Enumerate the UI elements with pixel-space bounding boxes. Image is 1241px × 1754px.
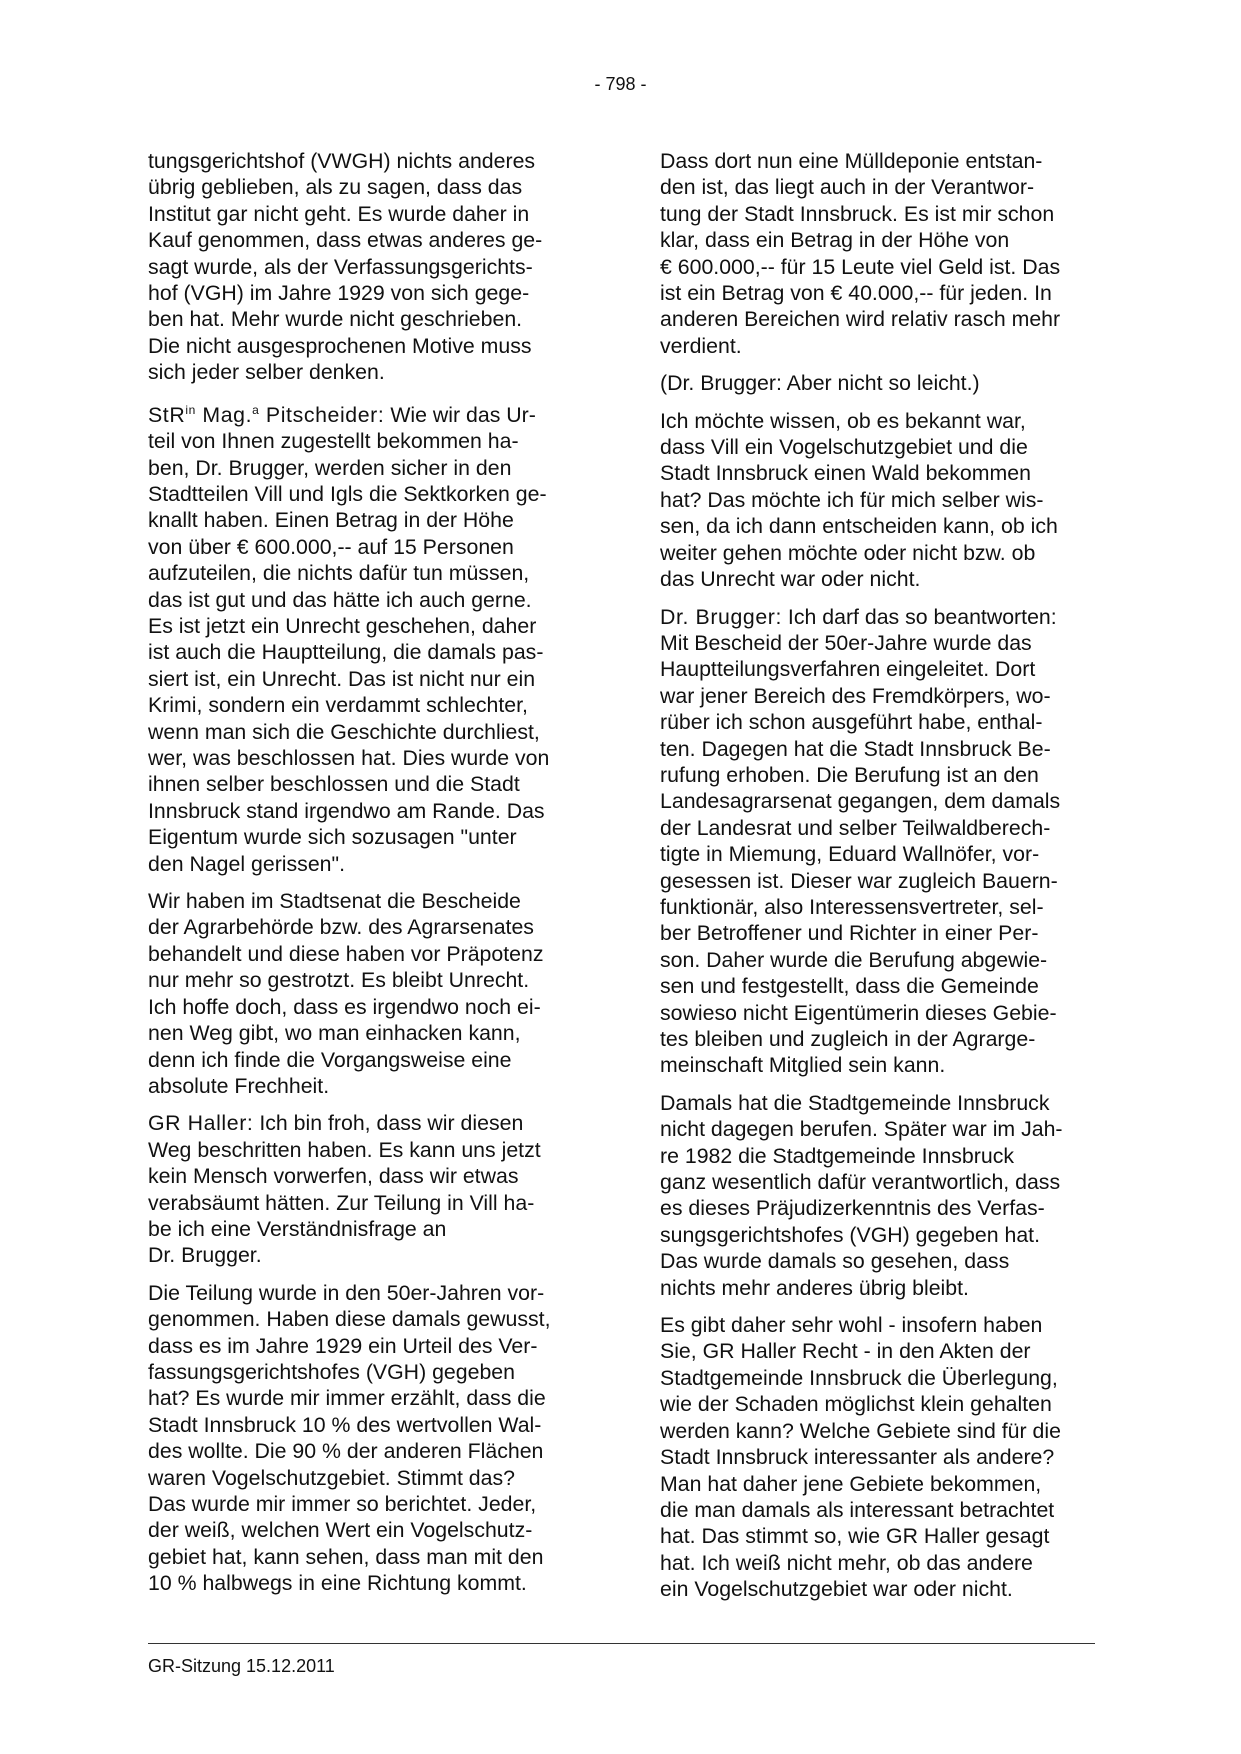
text-line: [660, 604, 1090, 630]
paragraph: [660, 1090, 1090, 1301]
text-line: Landesagrarsenat gegangen, dem damals: [660, 789, 1061, 814]
speaker-degree: Mag.: [195, 402, 253, 427]
paragraph: [148, 1280, 578, 1597]
text-line: tungsgerichtshof (VWGH) nichts anderes: [148, 149, 536, 173]
text-line: nur mehr so gestrotzt. Es bleibt Unrecht.: [148, 968, 530, 993]
text-line: des wollte. Die 90 % der anderen Flächen: [148, 1439, 544, 1464]
text-line: nichts mehr anderes übrig bleibt.: [660, 1275, 969, 1300]
text-line: der Agrarbehörde bzw. des Agrarsenates: [148, 915, 534, 940]
text-line: tung der Stadt Innsbruck. Es ist mir schon: [660, 201, 1055, 226]
text-line: von über € 600.000,-- auf 15 Personen: [148, 534, 514, 559]
speech-text: Ich bin froh, dass wir diesen: [253, 1111, 524, 1136]
text-line: der weiß, welchen Wert ein Vogelschutz-: [148, 1518, 533, 1543]
text-line: verabsäumt hätten. Zur Teilung in Vill ha-: [148, 1190, 535, 1215]
text-line: dass Vill ein Vogelschutzgebiet und die: [660, 435, 1028, 460]
speaker-title: StR: [148, 402, 186, 427]
text-line: absolute Frechheit.: [148, 1073, 330, 1098]
text-line: Die Teilung wurde in den 50er-Jahren vor-: [148, 1280, 545, 1305]
text-line: teil von Ihnen zugestellt bekommen ha-: [148, 429, 519, 454]
text-line: Es ist jetzt ein Unrecht geschehen, daher: [148, 614, 537, 638]
text-line: re 1982 die Stadtgemeinde Innsbruck: [660, 1143, 1014, 1168]
text-line: (Dr. Brugger: Aber nicht so leicht.): [660, 371, 980, 396]
text-line: hat? Das möchte ich für mich selber wis-: [660, 487, 1044, 512]
text-line: der Landesrat und selber Teilwaldberech-: [660, 815, 1051, 840]
text-line: Stadtgemeinde Innsbruck die Überlegung,: [660, 1365, 1058, 1390]
text-line: Dr. Brugger.: [148, 1243, 262, 1268]
text-line: Es gibt daher sehr wohl - insofern haben: [660, 1313, 1043, 1338]
text-line: das Unrecht war oder nicht.: [660, 567, 921, 592]
right-column: [660, 148, 1090, 1614]
text-line: übrig geblieben, als zu sagen, dass das: [148, 175, 523, 200]
text-line: das ist gut und das hätte ich auch gerne.: [148, 587, 532, 612]
paragraph: [660, 408, 1090, 593]
speech-text: Wie wir das Ur-: [384, 402, 536, 427]
text-line: meinschaft Mitglied sein kann.: [660, 1053, 946, 1078]
text-line: ist auch die Hauptteilung, die damals pas-: [148, 640, 544, 665]
text-line: Stadt Innsbruck interessanter als andere?: [660, 1445, 1055, 1470]
text-line: ihnen selber beschlossen und die Stadt: [148, 772, 520, 797]
text-line: Stadtteilen Vill und Igls die Sektkorken ge-: [148, 481, 547, 506]
speaker-name: Pitscheider:: [259, 402, 385, 427]
text-line: hat. Ich weiß nicht mehr, ob das andere: [660, 1550, 1033, 1575]
text-line: son. Daher wurde die Berufung abgewie-: [660, 947, 1048, 972]
text-line: tigte in Miemung, Eduard Wallnöfer, vor-: [660, 842, 1040, 867]
text-line: Kauf genommen, dass etwas anderes ge-: [148, 228, 543, 253]
text-line: wer, was beschlossen hat. Dies wurde von: [148, 746, 550, 771]
speaker-label: [148, 1111, 253, 1135]
text-line: knallt haben. Einen Betrag in der Höhe: [148, 508, 514, 533]
text-line: Eigentum wurde sich sozusagen "unter: [148, 825, 517, 850]
text-line: ganz wesentlich dafür verantwortlich, dass: [660, 1170, 1061, 1195]
text-line: fassungsgerichtshofes (VGH) gegeben: [148, 1359, 515, 1384]
text-line: [148, 397, 578, 429]
text-line: Hauptteilungsverfahren eingeleitet. Dort: [660, 657, 1036, 682]
text-line: weiter gehen möchte oder nicht bzw. ob: [660, 540, 1036, 565]
text-line: ten. Dagegen hat die Stadt Innsbruck Be-: [660, 736, 1051, 761]
text-line: Sie, GR Haller Recht - in den Akten der: [660, 1339, 1031, 1364]
text-line: die man damals als interessant betrachtet: [660, 1497, 1055, 1522]
left-column: [148, 148, 578, 1608]
text-line: hof (VGH) im Jahre 1929 von sich gege-: [148, 281, 530, 306]
text-line: dass es im Jahre 1929 ein Urteil des Ver-: [148, 1333, 538, 1358]
text-line: waren Vogelschutzgebiet. Stimmt das?: [148, 1465, 515, 1490]
speaker-name: Dr. Brugger:: [660, 604, 783, 629]
text-line: war jener Bereich des Fremdkörpers, wo-: [660, 683, 1051, 708]
text-line: Weg beschritten haben. Es kann uns jetzt: [148, 1137, 541, 1162]
speech-text: Ich darf das so beantworten:: [782, 604, 1057, 629]
speaker-name: GR Haller:: [148, 1111, 254, 1136]
text-line: werden kann? Welche Gebiete sind für die: [660, 1418, 1061, 1443]
paragraph: [148, 1110, 578, 1268]
text-line: nen Weg gibt, wo man einhacken kann,: [148, 1021, 521, 1046]
text-line: sagt wurde, als der Verfassungsgerichts-: [148, 254, 533, 279]
text-line: sungsgerichtshofes (VGH) gegeben hat.: [660, 1222, 1041, 1247]
paragraph: [660, 604, 1090, 1079]
text-line: behandelt und diese haben vor Präpotenz: [148, 941, 544, 966]
page-number: - 798 -: [594, 74, 647, 94]
text-line: ben, Dr. Brugger, werden sicher in den: [148, 455, 512, 480]
text-line: [148, 1110, 578, 1136]
text-line: Mit Bescheid der 50er-Jahre wurde das: [660, 630, 1032, 655]
text-line: be ich eine Verständnisfrage an: [148, 1216, 447, 1241]
paragraph: [148, 148, 578, 386]
text-line: sich jeder selber denken.: [148, 360, 385, 385]
text-line: ist ein Betrag von € 40.000,-- für jeden. In: [660, 281, 1052, 306]
text-line: funktionär, also Interessensvertreter, sel-: [660, 894, 1044, 919]
text-line: nicht dagegen berufen. Später war im Jah-: [660, 1117, 1063, 1142]
text-line: Dass dort nun eine Mülldeponie entstan-: [660, 149, 1043, 173]
text-line: sowieso nicht Eigentümerin dieses Gebie-: [660, 1000, 1057, 1025]
text-line: aufzuteilen, die nichts dafür tun müssen,: [148, 561, 530, 586]
speaker-label: [148, 403, 384, 427]
paragraph: [660, 1312, 1090, 1602]
footer-session-date: GR-Sitzung 15.12.2011: [148, 1656, 335, 1676]
footer-divider: [148, 1643, 1095, 1644]
text-line: Innsbruck stand irgendwo am Rande. Das: [148, 798, 545, 823]
text-line: rufung erhoben. Die Berufung ist an den: [660, 762, 1039, 787]
text-line: rüber ich schon ausgeführt habe, enthal-: [660, 710, 1043, 735]
text-line: hat. Das stimmt so, wie GR Haller gesagt: [660, 1524, 1050, 1549]
paragraph: [148, 397, 578, 877]
speaker-title-sup: in: [185, 402, 196, 417]
paragraph: [660, 370, 1090, 396]
text-line: siert ist, ein Unrecht. Das ist nicht nur ein: [148, 666, 536, 691]
text-line: es dieses Präjudizerkenntnis des Verfas-: [660, 1196, 1045, 1221]
text-line: den Nagel gerissen".: [148, 851, 345, 876]
text-line: Wir haben im Stadtsenat die Bescheide: [148, 889, 521, 914]
text-line: Ich möchte wissen, ob es bekannt war,: [660, 408, 1026, 433]
text-line: ben hat. Mehr wurde nicht geschrieben.: [148, 307, 523, 332]
text-line: gesessen ist. Dieser war zugleich Bauern-: [660, 868, 1058, 893]
text-line: Ich hoffe doch, dass es irgendwo noch ei-: [148, 994, 541, 1019]
text-line: gebiet hat, kann sehen, dass man mit den: [148, 1544, 544, 1569]
text-line: tes bleiben und zugleich in der Agrarge-: [660, 1027, 1036, 1051]
text-line: hat? Es wurde mir immer erzählt, dass die: [148, 1386, 546, 1411]
text-line: genommen. Haben diese damals gewusst,: [148, 1307, 551, 1332]
text-line: Die nicht ausgesprochenen Motive muss: [148, 333, 532, 358]
text-line: kein Mensch vorwerfen, dass wir etwas: [148, 1164, 519, 1189]
speaker-degree-sup: a: [252, 402, 260, 417]
text-line: sen, da ich dann entscheiden kann, ob ich: [660, 514, 1058, 539]
text-line: Damals hat die Stadtgemeinde Innsbruck: [660, 1090, 1050, 1115]
text-line: wenn man sich die Geschichte durchliest,: [148, 719, 540, 744]
text-line: klar, dass ein Betrag in der Höhe von: [660, 228, 1010, 253]
text-line: € 600.000,-- für 15 Leute viel Geld ist. Das: [660, 254, 1061, 279]
text-line: Institut gar nicht geht. Es wurde daher in: [148, 201, 530, 226]
text-line: Das wurde mir immer so berichtet. Jeder,: [148, 1492, 537, 1516]
text-line: ber Betroffener und Richter in einer Per-: [660, 921, 1039, 946]
text-line: anderen Bereichen wird relativ rasch mehr: [660, 307, 1061, 332]
text-line: Das wurde damals so gesehen, dass: [660, 1249, 1010, 1274]
text-line: den ist, das liegt auch in der Verantwor-: [660, 175, 1035, 200]
paragraph: [148, 888, 578, 1099]
speaker-label: [660, 605, 782, 629]
text-line: Man hat daher jene Gebiete bekommen,: [660, 1471, 1042, 1496]
text-line: 10 % halbwegs in eine Richtung kommt.: [148, 1571, 527, 1596]
text-line: sen und festgestellt, dass die Gemeinde: [660, 974, 1039, 999]
paragraph: [660, 148, 1090, 359]
text-line: Stadt Innsbruck 10 % des wertvollen Wal-: [148, 1412, 542, 1437]
text-line: ein Vogelschutzgebiet war oder nicht.: [660, 1577, 1013, 1602]
text-line: Stadt Innsbruck einen Wald bekommen: [660, 461, 1031, 486]
text-line: denn ich finde die Vorgangsweise eine: [148, 1047, 512, 1072]
text-line: Krimi, sondern ein verdammt schlechter,: [148, 693, 528, 718]
text-line: wie der Schaden möglichst klein gehalten: [660, 1392, 1052, 1417]
text-line: verdient.: [660, 333, 742, 358]
